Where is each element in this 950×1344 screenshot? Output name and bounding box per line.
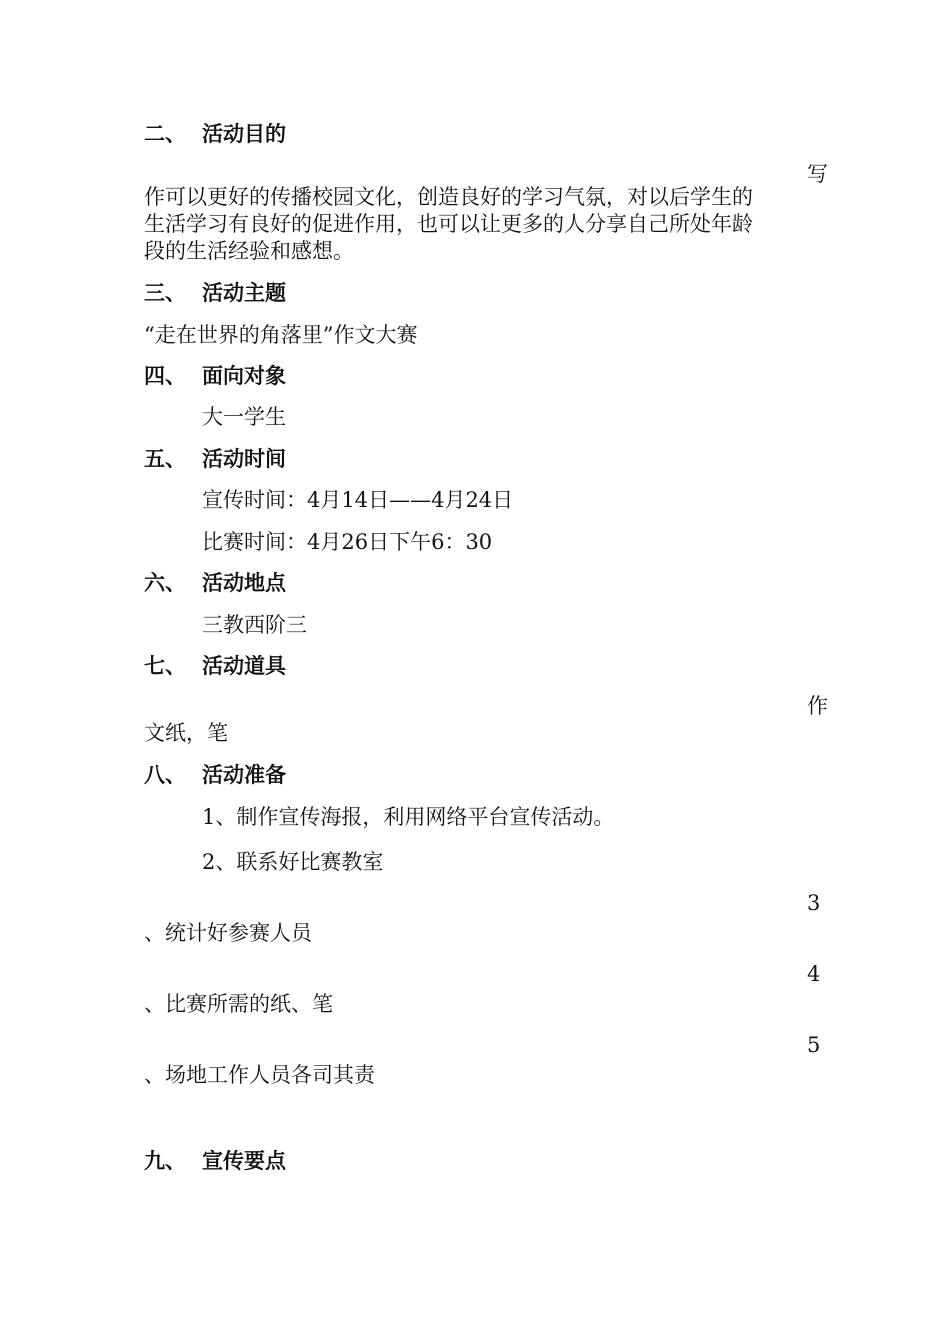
section-number-6: 六、 xyxy=(144,571,186,595)
prep-item-4-text: 、比赛所需的纸、笔 xyxy=(144,992,333,1016)
section-title-location: 活动地点 xyxy=(202,571,286,595)
purpose-paragraph xyxy=(144,184,804,265)
prep-item-1 xyxy=(202,801,614,831)
prep-item-5-text: 、场地工作人员各司其责 xyxy=(144,1063,375,1087)
props-text: 文纸，笔 xyxy=(144,721,228,745)
prep-item-1-text: 制作宣传海报，利用网络平台宣传活动。 xyxy=(236,805,615,829)
purpose-line-1: 作可以更好的传播校园文化，创造良好的学习气氛，对以后学生的 xyxy=(144,185,753,209)
prep-item-2-number: 2、 xyxy=(202,850,237,874)
prep-item-4-number: 4 xyxy=(807,962,821,986)
section-number-8: 八、 xyxy=(144,763,186,787)
section-number-2: 二、 xyxy=(144,122,186,146)
purpose-lead-char: 写 xyxy=(807,162,828,186)
section-title-preparation: 活动准备 xyxy=(202,763,286,787)
section-title-props: 活动道具 xyxy=(202,654,286,678)
section-number-3: 三、 xyxy=(144,281,186,305)
section-number-5: 五、 xyxy=(144,447,186,471)
section-title-time: 活动时间 xyxy=(202,447,286,471)
section-title-publicity-points: 宣传要点 xyxy=(202,1149,286,1173)
prep-item-3-number: 3 xyxy=(807,891,821,915)
location-text: 三教西阶三 xyxy=(202,613,307,637)
purpose-line-2: 生活学习有良好的促进作用，也可以让更多的人分享自己所处年龄 xyxy=(144,212,753,236)
prep-item-3-text: 、统计好参赛人员 xyxy=(144,921,312,945)
prep-item-2-text: 联系好比赛教室 xyxy=(236,850,384,874)
section-title-audience: 面向对象 xyxy=(202,364,286,388)
contest-time: 比赛时间：4月26日下午6：30 xyxy=(202,530,493,554)
section-number-4: 四、 xyxy=(144,364,186,388)
publicity-time: 宣传时间：4月14日——4月24日 xyxy=(202,488,514,512)
prep-item-1-number: 1、 xyxy=(202,805,237,829)
prep-item-2 xyxy=(202,846,383,876)
theme-text: “走在世界的角落里”作文大赛 xyxy=(144,323,418,347)
section-number-7: 七、 xyxy=(144,654,186,678)
section-number-9: 九、 xyxy=(144,1149,186,1173)
audience-text: 大一学生 xyxy=(202,405,286,429)
props-lead-char: 作 xyxy=(807,694,828,718)
prep-item-5-number: 5 xyxy=(807,1033,821,1057)
section-title-purpose: 活动目的 xyxy=(202,122,286,146)
purpose-line-3: 段的生活经验和感想。 xyxy=(144,239,354,263)
section-title-theme: 活动主题 xyxy=(202,281,286,305)
